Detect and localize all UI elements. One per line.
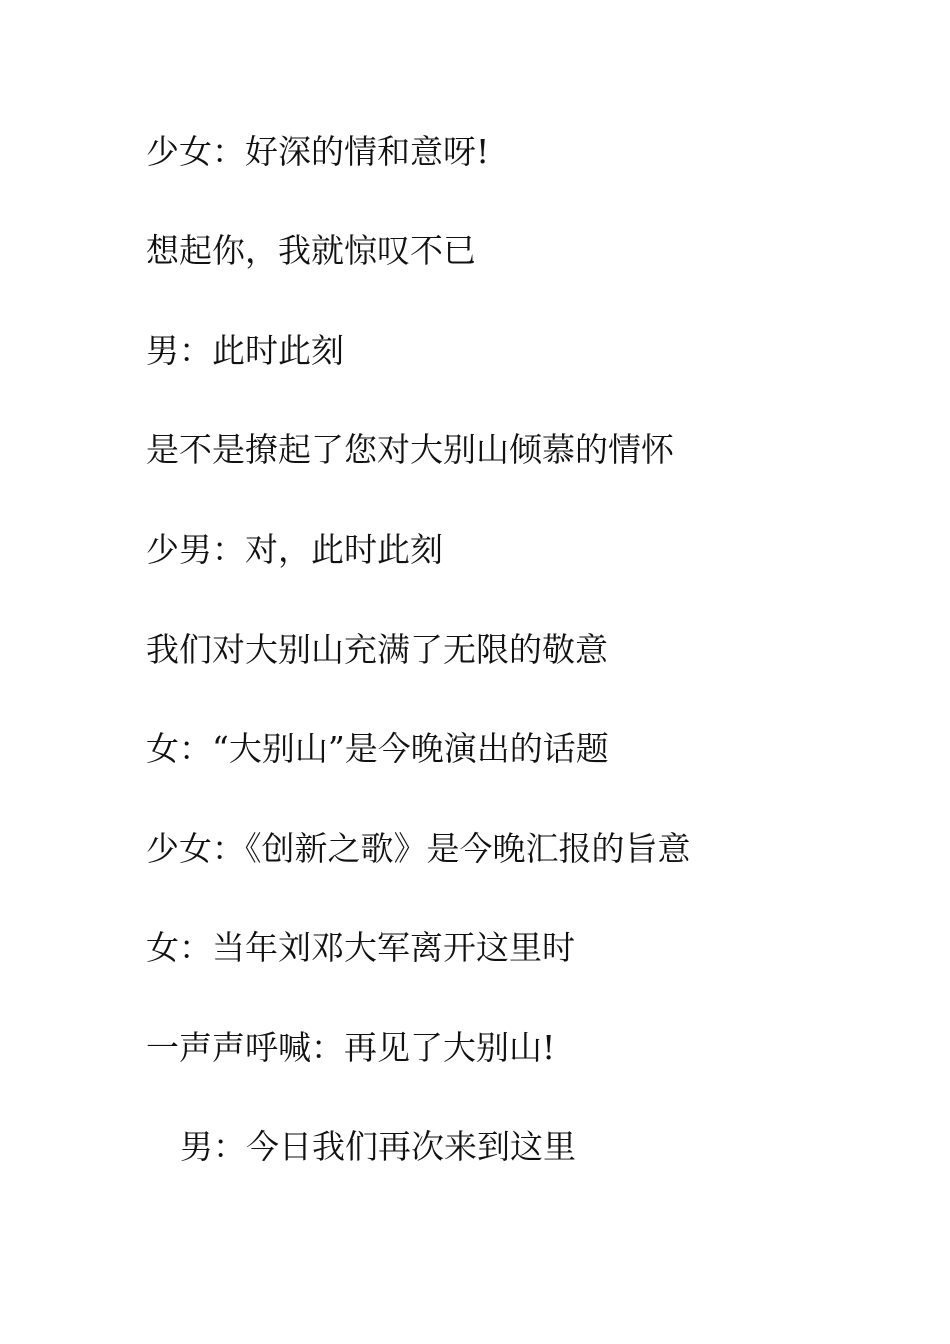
script-line: 少女：《创新之歌》是今晚汇报的旨意 (146, 829, 691, 868)
script-line: 男：今日我们再次来到这里 (180, 1127, 576, 1166)
script-line: 女：当年刘邓大军离开这里时 (146, 928, 575, 967)
script-line: 少女：好深的情和意呀! (146, 132, 490, 171)
script-line: 一声声呼喊：再见了大别山! (146, 1028, 556, 1067)
script-line: 少男：对，此时此刻 (146, 530, 443, 569)
script-line: 男：此时此刻 (146, 331, 344, 370)
script-line: 女：“大别山”是今晚演出的话题 (146, 729, 609, 768)
script-line: 我们对大别山充满了无限的敬意 (146, 630, 608, 669)
script-line: 是不是撩起了您对大别山倾慕的情怀 (146, 430, 674, 469)
script-line: 想起你，我就惊叹不已 (146, 231, 476, 270)
